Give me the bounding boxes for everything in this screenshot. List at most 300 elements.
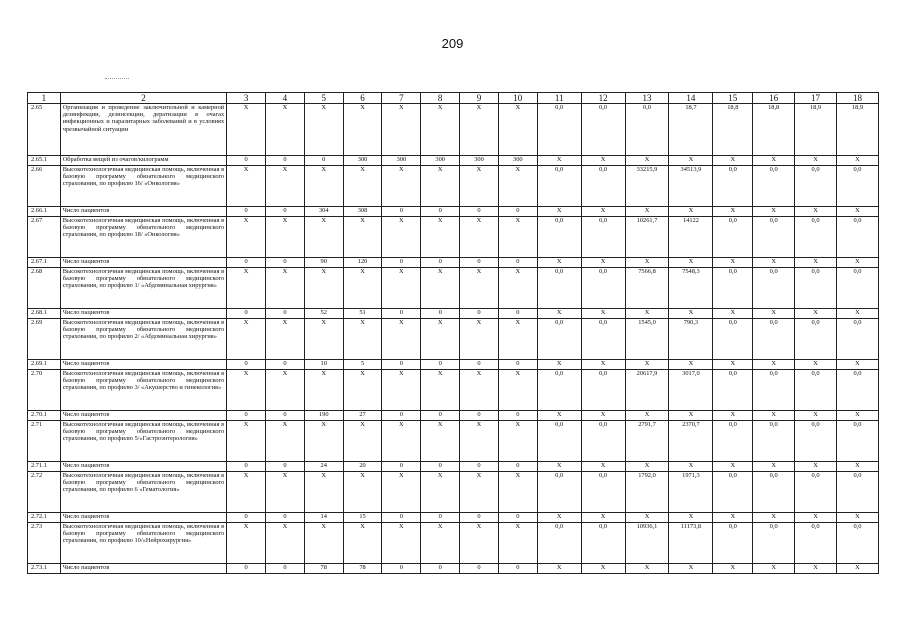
column-number-cell: 18 xyxy=(836,93,878,104)
value-cell: Х xyxy=(304,472,343,513)
value-cell: 0,0 xyxy=(836,319,878,360)
value-cell: Х xyxy=(537,309,581,319)
value-cell: Х xyxy=(382,472,421,513)
value-cell: Х xyxy=(836,564,878,574)
value-cell: 2791,7 xyxy=(625,421,669,462)
value-cell: Х xyxy=(343,217,382,258)
value-cell: Х xyxy=(713,462,753,472)
value-cell: 300 xyxy=(382,156,421,166)
value-cell: 20617,9 xyxy=(625,370,669,411)
value-cell: 0 xyxy=(382,309,421,319)
value-cell: Х xyxy=(498,217,537,258)
value-cell: Х xyxy=(669,462,713,472)
table-row xyxy=(28,104,879,156)
value-cell: Х xyxy=(713,411,753,421)
value-cell: 0 xyxy=(266,360,305,370)
value-cell: Х xyxy=(421,523,460,564)
table-row xyxy=(28,523,879,564)
value-cell: 0,0 xyxy=(836,523,878,564)
value-cell: Х xyxy=(713,207,753,217)
value-cell: Х xyxy=(625,462,669,472)
value-cell: 78 xyxy=(304,564,343,574)
value-cell: Х xyxy=(227,523,266,564)
value-cell: Х xyxy=(498,421,537,462)
value-cell: Х xyxy=(669,411,713,421)
row-number-cell: 2.66.1 xyxy=(28,207,61,217)
column-number-cell: 13 xyxy=(625,93,669,104)
value-cell: Х xyxy=(753,258,795,268)
value-cell: 0 xyxy=(266,156,305,166)
value-cell: Х xyxy=(625,411,669,421)
value-cell: 300 xyxy=(498,156,537,166)
value-cell: 0 xyxy=(266,309,305,319)
table-row xyxy=(28,513,879,523)
row-number-cell: 2.66 xyxy=(28,166,61,207)
row-number-cell: 2.65.1 xyxy=(28,156,61,166)
value-cell: Х xyxy=(266,421,305,462)
value-cell: 0 xyxy=(382,411,421,421)
column-number-cell: 17 xyxy=(795,93,837,104)
value-cell: 0,0 xyxy=(795,319,837,360)
value-cell: 0,0 xyxy=(753,523,795,564)
value-cell: Х xyxy=(753,462,795,472)
value-cell: Х xyxy=(421,370,460,411)
value-cell: Х xyxy=(753,309,795,319)
value-cell: Х xyxy=(460,319,499,360)
value-cell: Х xyxy=(753,156,795,166)
value-cell: Х xyxy=(669,564,713,574)
row-number-cell: 2.68 xyxy=(28,268,61,309)
column-number-cell: 7 xyxy=(382,93,421,104)
value-cell: Х xyxy=(498,104,537,156)
row-description-cell: Число пациентов xyxy=(60,462,227,472)
value-cell: 0,0 xyxy=(753,421,795,462)
value-cell: 0,0 xyxy=(753,370,795,411)
value-cell: Х xyxy=(382,166,421,207)
value-cell: Х xyxy=(460,472,499,513)
value-cell: 0,0 xyxy=(753,472,795,513)
value-cell: Х xyxy=(382,217,421,258)
value-cell: Х xyxy=(753,411,795,421)
value-cell: 0,0 xyxy=(836,217,878,258)
value-cell: Х xyxy=(581,513,625,523)
value-cell: Х xyxy=(795,513,837,523)
value-cell: Х xyxy=(713,564,753,574)
table-row xyxy=(28,411,879,421)
value-cell: 0 xyxy=(421,207,460,217)
value-cell: 0,0 xyxy=(537,166,581,207)
value-cell: 0,0 xyxy=(713,166,753,207)
value-cell: Х xyxy=(227,421,266,462)
table-row xyxy=(28,564,879,574)
value-cell: Х xyxy=(460,268,499,309)
value-cell: Х xyxy=(795,411,837,421)
value-cell: 0,0 xyxy=(795,166,837,207)
value-cell: 7548,3 xyxy=(669,268,713,309)
row-number-cell: 2.72.1 xyxy=(28,513,61,523)
value-cell: Х xyxy=(669,513,713,523)
value-cell: Х xyxy=(266,523,305,564)
column-number-cell: 12 xyxy=(581,93,625,104)
value-cell: 0,0 xyxy=(537,319,581,360)
value-cell: Х xyxy=(343,472,382,513)
value-cell: Х xyxy=(669,156,713,166)
value-cell: Х xyxy=(537,564,581,574)
column-number-row xyxy=(28,93,879,104)
value-cell: Х xyxy=(581,207,625,217)
row-description-cell: Обработка вещей из очагов/килограмм xyxy=(60,156,227,166)
value-cell: 0,0 xyxy=(581,104,625,156)
value-cell: 0 xyxy=(227,258,266,268)
value-cell: 18,8 xyxy=(713,104,753,156)
value-cell: Х xyxy=(266,319,305,360)
value-cell: 0 xyxy=(421,360,460,370)
value-cell: Х xyxy=(537,207,581,217)
value-cell: 0,0 xyxy=(537,217,581,258)
table-row xyxy=(28,462,879,472)
value-cell: 0 xyxy=(498,360,537,370)
value-cell: 0 xyxy=(498,564,537,574)
value-cell: Х xyxy=(421,104,460,156)
value-cell: Х xyxy=(382,523,421,564)
value-cell: Х xyxy=(421,268,460,309)
value-cell: Х xyxy=(460,370,499,411)
value-cell: Х xyxy=(669,309,713,319)
row-description-cell: Высокотехнологичная медицинская помощь, включенная в базовую программу обязательного медицинского страхования, по профилю 18/ «Онкология» xyxy=(60,217,227,258)
value-cell: 0 xyxy=(227,207,266,217)
value-cell: Х xyxy=(227,166,266,207)
row-description-cell: Число пациентов xyxy=(60,309,227,319)
value-cell: Х xyxy=(795,462,837,472)
value-cell: 0 xyxy=(227,564,266,574)
value-cell: 0,0 xyxy=(537,421,581,462)
value-cell: Х xyxy=(581,156,625,166)
value-cell: 0,0 xyxy=(753,319,795,360)
value-cell: 0 xyxy=(382,462,421,472)
value-cell: Х xyxy=(460,166,499,207)
value-cell: Х xyxy=(382,421,421,462)
value-cell: Х xyxy=(836,207,878,217)
value-cell: 0,0 xyxy=(795,523,837,564)
value-cell: Х xyxy=(460,523,499,564)
value-cell: 0 xyxy=(266,564,305,574)
value-cell: 33215,9 xyxy=(625,166,669,207)
column-number-cell: 4 xyxy=(266,93,305,104)
value-cell: 0 xyxy=(382,258,421,268)
value-cell: 0 xyxy=(266,411,305,421)
value-cell: Х xyxy=(795,309,837,319)
value-cell: Х xyxy=(625,258,669,268)
value-cell: 0,0 xyxy=(581,166,625,207)
row-number-cell: 2.71.1 xyxy=(28,462,61,472)
value-cell: Х xyxy=(537,360,581,370)
value-cell: Х xyxy=(304,421,343,462)
value-cell: 304 xyxy=(304,207,343,217)
value-cell: Х xyxy=(227,104,266,156)
value-cell: 0,0 xyxy=(836,166,878,207)
row-number-cell: 2.73.1 xyxy=(28,564,61,574)
value-cell: 0,0 xyxy=(753,268,795,309)
value-cell: 0 xyxy=(266,258,305,268)
value-cell: 11173,8 xyxy=(669,523,713,564)
value-cell: 10936,1 xyxy=(625,523,669,564)
row-description-cell: Число пациентов xyxy=(60,513,227,523)
table-row xyxy=(28,421,879,462)
row-number-cell: 2.65 xyxy=(28,104,61,156)
value-cell: Х xyxy=(753,564,795,574)
value-cell: Х xyxy=(836,156,878,166)
value-cell: 0 xyxy=(460,513,499,523)
value-cell: Х xyxy=(227,370,266,411)
value-cell: Х xyxy=(421,166,460,207)
value-cell: Х xyxy=(382,104,421,156)
row-number-cell: 2.69 xyxy=(28,319,61,360)
value-cell: 0,0 xyxy=(713,217,753,258)
value-cell: 0 xyxy=(382,564,421,574)
value-cell: Х xyxy=(795,207,837,217)
value-cell: 0,0 xyxy=(581,217,625,258)
column-number-cell: 10 xyxy=(498,93,537,104)
value-cell: Х xyxy=(669,258,713,268)
value-cell: 0,0 xyxy=(795,217,837,258)
value-cell: 1792,0 xyxy=(625,472,669,513)
value-cell: 78 xyxy=(343,564,382,574)
value-cell: Х xyxy=(836,360,878,370)
value-cell: 18,9 xyxy=(836,104,878,156)
value-cell: 20 xyxy=(343,462,382,472)
value-cell: 790,3 xyxy=(669,319,713,360)
value-cell: Х xyxy=(266,217,305,258)
value-cell: Х xyxy=(753,207,795,217)
value-cell: Х xyxy=(304,523,343,564)
value-cell: Х xyxy=(836,513,878,523)
value-cell: 0 xyxy=(382,513,421,523)
row-description-cell: Высокотехнологичная медицинская помощь, включенная в базовую программу обязательного медицинского страхования, по профилю 2/ «Абдоминальная хирургия» xyxy=(60,319,227,360)
value-cell: 3017,0 xyxy=(669,370,713,411)
table-row xyxy=(28,258,879,268)
row-description-cell: Число пациентов xyxy=(60,258,227,268)
column-number-cell: 1 xyxy=(28,93,61,104)
value-cell: 0 xyxy=(421,513,460,523)
value-cell: Х xyxy=(382,370,421,411)
value-cell: Х xyxy=(266,166,305,207)
row-description-cell: Число пациентов xyxy=(60,360,227,370)
value-cell: 308 xyxy=(343,207,382,217)
value-cell: Х xyxy=(343,370,382,411)
value-cell: Х xyxy=(625,564,669,574)
value-cell: 0 xyxy=(460,258,499,268)
value-cell: Х xyxy=(460,217,499,258)
table-row xyxy=(28,217,879,258)
value-cell: Х xyxy=(343,268,382,309)
row-description-cell: Высокотехнологичная медицинская помощь, включенная в базовую программу обязательного медицинского страхования, по профилю 10/«Нейрохирургия» xyxy=(60,523,227,564)
value-cell: 300 xyxy=(343,156,382,166)
value-cell: Х xyxy=(266,268,305,309)
value-cell: Х xyxy=(498,370,537,411)
value-cell: 1545,0 xyxy=(625,319,669,360)
value-cell: 0,0 xyxy=(537,104,581,156)
value-cell: 0 xyxy=(227,462,266,472)
value-cell: Х xyxy=(498,268,537,309)
value-cell: Х xyxy=(537,513,581,523)
value-cell: Х xyxy=(227,217,266,258)
value-cell: Х xyxy=(343,523,382,564)
value-cell: 0 xyxy=(498,309,537,319)
value-cell: Х xyxy=(304,319,343,360)
value-cell: Х xyxy=(304,217,343,258)
value-cell: 0 xyxy=(460,462,499,472)
value-cell: Х xyxy=(625,207,669,217)
value-cell: 0 xyxy=(460,564,499,574)
value-cell: Х xyxy=(537,462,581,472)
value-cell: Х xyxy=(343,104,382,156)
value-cell: Х xyxy=(460,421,499,462)
value-cell: 27 xyxy=(343,411,382,421)
value-cell: 0 xyxy=(421,462,460,472)
value-cell: 0 xyxy=(460,411,499,421)
value-cell: 0,0 xyxy=(537,523,581,564)
value-cell: Х xyxy=(304,166,343,207)
value-cell: 0,0 xyxy=(713,523,753,564)
value-cell: 0 xyxy=(421,309,460,319)
value-cell: 0 xyxy=(498,411,537,421)
value-cell: 0 xyxy=(460,309,499,319)
pen-mark xyxy=(105,78,129,80)
row-number-cell: 2.70 xyxy=(28,370,61,411)
value-cell: 0,0 xyxy=(713,319,753,360)
value-cell: Х xyxy=(421,319,460,360)
value-cell: 0,0 xyxy=(713,472,753,513)
value-cell: 0,0 xyxy=(581,523,625,564)
row-number-cell: 2.72 xyxy=(28,472,61,513)
table-row xyxy=(28,156,879,166)
value-cell: 0 xyxy=(227,411,266,421)
value-cell: 0 xyxy=(498,462,537,472)
row-description-cell: Высокотехнологичная медицинская помощь, включенная в базовую программу обязательного медицинского страхования, по профилю 5/«Гастроэнтерология» xyxy=(60,421,227,462)
value-cell: 18,7 xyxy=(669,104,713,156)
value-cell: 0,0 xyxy=(753,217,795,258)
value-cell: 0,0 xyxy=(625,104,669,156)
value-cell: 2370,7 xyxy=(669,421,713,462)
value-cell: 51 xyxy=(343,309,382,319)
value-cell: 0 xyxy=(227,156,266,166)
value-cell: Х xyxy=(836,258,878,268)
value-cell: 0,0 xyxy=(713,268,753,309)
value-cell: Х xyxy=(753,513,795,523)
value-cell: 0,0 xyxy=(581,472,625,513)
value-cell: 0 xyxy=(382,360,421,370)
value-cell: Х xyxy=(795,360,837,370)
value-cell: Х xyxy=(421,472,460,513)
value-cell: 0,0 xyxy=(836,268,878,309)
value-cell: Х xyxy=(581,411,625,421)
value-cell: Х xyxy=(753,360,795,370)
column-number-cell: 5 xyxy=(304,93,343,104)
value-cell: Х xyxy=(498,523,537,564)
value-cell: Х xyxy=(343,421,382,462)
row-description-cell: Высокотехнологичная медицинская помощь, включенная в базовую программу обязательного медицинского страхования, по профилю 3/ «Акушерство и гинекология» xyxy=(60,370,227,411)
table-row xyxy=(28,207,879,217)
value-cell: 0 xyxy=(266,462,305,472)
value-cell: Х xyxy=(836,411,878,421)
value-cell: Х xyxy=(713,156,753,166)
value-cell: 10261,7 xyxy=(625,217,669,258)
row-number-cell: 2.68.1 xyxy=(28,309,61,319)
value-cell: Х xyxy=(227,319,266,360)
value-cell: Х xyxy=(625,513,669,523)
value-cell: Х xyxy=(421,217,460,258)
value-cell: Х xyxy=(669,360,713,370)
value-cell: 18,9 xyxy=(795,104,837,156)
row-number-cell: 2.71 xyxy=(28,421,61,462)
column-number-cell: 9 xyxy=(460,93,499,104)
value-cell: 0,0 xyxy=(753,166,795,207)
value-cell: Х xyxy=(713,309,753,319)
value-cell: Х xyxy=(836,309,878,319)
value-cell: Х xyxy=(266,370,305,411)
value-cell: Х xyxy=(304,104,343,156)
row-description-cell: Организация и проведение заключительной и камерной дезинфекции, дезинсекции, дератизации в очагах инфекционных и паразитарных заболеваний и в условиях чрезвычайной ситуации xyxy=(60,104,227,156)
value-cell: Х xyxy=(581,360,625,370)
value-cell: Х xyxy=(266,104,305,156)
table-row xyxy=(28,360,879,370)
value-cell: Х xyxy=(227,472,266,513)
row-number-cell: 2.67.1 xyxy=(28,258,61,268)
value-cell: Х xyxy=(498,166,537,207)
value-cell: 0,0 xyxy=(795,472,837,513)
row-number-cell: 2.69.1 xyxy=(28,360,61,370)
value-cell: 90 xyxy=(304,258,343,268)
value-cell: 0,0 xyxy=(836,370,878,411)
column-number-cell: 16 xyxy=(753,93,795,104)
row-description-cell: Число пациентов xyxy=(60,207,227,217)
value-cell: 0 xyxy=(421,411,460,421)
value-cell: Х xyxy=(581,564,625,574)
value-cell: 0 xyxy=(304,156,343,166)
value-cell: 120 xyxy=(343,258,382,268)
column-number-cell: 3 xyxy=(227,93,266,104)
value-cell: Х xyxy=(836,462,878,472)
column-number-cell: 6 xyxy=(343,93,382,104)
value-cell: Х xyxy=(382,319,421,360)
value-cell: Х xyxy=(304,370,343,411)
value-cell: 7566,8 xyxy=(625,268,669,309)
value-cell: 0 xyxy=(421,258,460,268)
report-table-body xyxy=(28,93,879,574)
table-row xyxy=(28,268,879,309)
value-cell: 0,0 xyxy=(713,421,753,462)
row-description-cell: Число пациентов xyxy=(60,411,227,421)
value-cell: 0 xyxy=(498,513,537,523)
value-cell: 10 xyxy=(304,360,343,370)
column-number-cell: 15 xyxy=(713,93,753,104)
value-cell: Х xyxy=(581,258,625,268)
table-row xyxy=(28,472,879,513)
value-cell: Х xyxy=(227,268,266,309)
value-cell: Х xyxy=(581,462,625,472)
value-cell: Х xyxy=(669,207,713,217)
value-cell: Х xyxy=(713,258,753,268)
row-description-cell: Высокотехнологичная медицинская помощь, включенная в базовую программу обязательного медицинского страхования, по профилю 16/ «Онкология» xyxy=(60,166,227,207)
value-cell: Х xyxy=(537,258,581,268)
value-cell: 0,0 xyxy=(537,268,581,309)
value-cell: Х xyxy=(625,309,669,319)
value-cell: Х xyxy=(382,268,421,309)
value-cell: 14 xyxy=(304,513,343,523)
column-number-cell: 11 xyxy=(537,93,581,104)
value-cell: 0 xyxy=(227,309,266,319)
value-cell: 52 xyxy=(304,309,343,319)
